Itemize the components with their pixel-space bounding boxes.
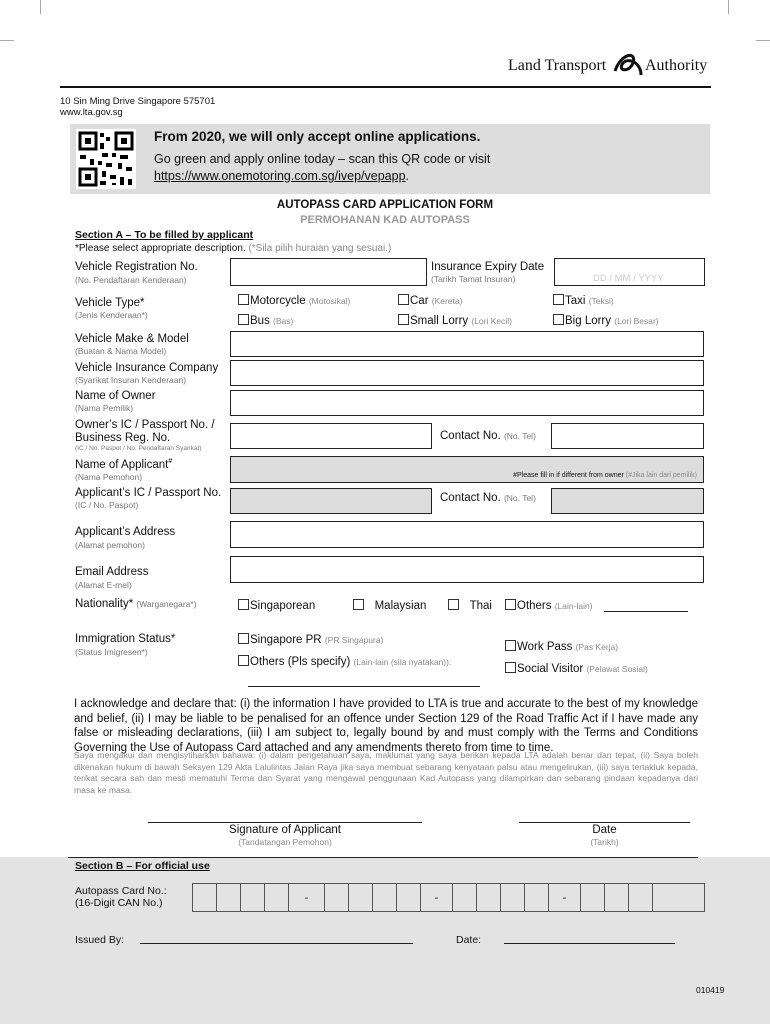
vehicle-type-sublabel: (Jenis Kenderaan*)	[75, 310, 148, 320]
vehicle-type-small-lorry[interactable]: Small Lorry (Lori Kecil)	[398, 314, 512, 327]
card-digit-12[interactable]	[525, 884, 549, 912]
owner-name-label: Name of Owner	[75, 390, 156, 402]
applicant-ic-sublabel: (IC / No. Paspot)	[75, 500, 139, 510]
applicant-ic-input[interactable]	[230, 488, 432, 514]
card-digit-4[interactable]	[265, 884, 289, 912]
applicant-address-input[interactable]	[230, 521, 704, 548]
card-digit-14[interactable]	[605, 884, 629, 912]
lta-emblem-icon	[611, 49, 645, 79]
immigration-work-pass[interactable]: Work Pass (Pas Kerja)	[505, 640, 618, 653]
taxi-checkbox[interactable]	[553, 294, 564, 305]
card-no-boxes[interactable]	[192, 883, 705, 912]
immigration-others-line[interactable]	[248, 686, 480, 687]
applicant-address-label: Applicant’s Address	[75, 526, 176, 538]
card-digit-7[interactable]	[373, 884, 397, 912]
contact-no-label-2: Contact No. (No. Tel)	[440, 492, 536, 504]
immigration-sublabel: (Status Imigresen*)	[75, 647, 148, 657]
logo-text-right: Authority	[645, 57, 708, 74]
form-code: 010419	[696, 985, 725, 995]
others-immigration-checkbox[interactable]	[238, 655, 249, 666]
immigration-label: Immigration Status*	[75, 633, 176, 645]
insurance-expiry-placeholder: DD / MM / YYYY	[593, 273, 664, 284]
work-pass-checkbox[interactable]	[505, 640, 516, 651]
vehicle-type-big-lorry[interactable]: Big Lorry (Lori Besar)	[553, 314, 659, 327]
contact-no-input-1[interactable]	[551, 423, 704, 449]
banner-line1: Go green and apply online today – scan this QR code or visit	[154, 152, 491, 166]
card-digit-11[interactable]	[501, 884, 525, 912]
insurance-expiry-sublabel: (Tarikh Tamat Insuran)	[431, 274, 516, 284]
immigration-others[interactable]: Others (Pls specify) (Lain-lain (sila nyatakan)):	[238, 655, 451, 668]
website: www.lta.gov.sg	[60, 107, 123, 118]
form-title-malay: PERMOHANAN KAD AUTOPASS	[300, 214, 470, 226]
email-input[interactable]	[230, 556, 704, 583]
applicant-ic-label: Applicant’s IC / Passport No.	[75, 487, 222, 499]
others-nationality-checkbox[interactable]	[505, 599, 516, 610]
owner-name-sublabel: (Nama Pemilik)	[75, 403, 134, 413]
card-digit-8[interactable]	[397, 884, 421, 912]
nationality-thai[interactable]: Thai	[448, 599, 492, 612]
contact-no-label-1: Contact No. (No. Tel)	[440, 430, 536, 442]
card-dash-2: -	[421, 884, 453, 912]
owner-ic-label: Owner’s IC / Passport No. /	[75, 419, 215, 431]
section-a-title: Section A – To be filled by applicant	[75, 229, 254, 241]
issued-date-label: Date:	[456, 934, 482, 946]
singaporean-checkbox[interactable]	[238, 599, 249, 610]
small-lorry-checkbox[interactable]	[398, 314, 409, 325]
insurance-company-input[interactable]	[230, 360, 704, 386]
section-a-instruction: *Please select appropriate description. (*Sila pilih huraian yang sesuai.)	[75, 243, 392, 254]
card-no-label: Autopass Card No.:	[75, 885, 167, 897]
card-digit-6[interactable]	[349, 884, 373, 912]
email-label: Email Address	[75, 566, 149, 578]
card-digit-1[interactable]	[193, 884, 217, 912]
declaration-ms: Saya mengakui dan mengisytiharkan bahawa: (i) dalam pengetahuan saya, maklumat yang saya berikan kepada LTA adalah benar dan tepat, (ii) Saya boleh dikenakan hukum di bawah Seksyen 129 Akta Lalulintas Jalan Raya jika saya membuat sebarang kenyataan palsu atau mengelirukan, (iii) saya tertakluk kepada, terikat secara sah dan mesti mematuhi Terma dan Syarat yang mengawal penggunaan Kad Autopass yang dilampirkan dan sebarang pindaan kepadanya dari masa ke masa.	[74, 750, 698, 795]
pr-checkbox[interactable]	[238, 633, 249, 644]
owner-ic-input[interactable]	[230, 423, 432, 449]
banner-link-suffix: .	[405, 169, 410, 183]
immigration-social-visitor[interactable]: Social Visitor (Pelawat Sosial)	[505, 662, 648, 675]
vehicle-reg-label: Vehicle Registration No.	[75, 261, 198, 273]
make-model-sublabel: (Buatan & Nama Model)	[75, 346, 167, 356]
signature-line[interactable]	[148, 822, 422, 823]
vehicle-type-car[interactable]: Car (Kereta)	[398, 294, 462, 307]
email-sublabel: (Alamat E-mel)	[75, 580, 132, 590]
vehicle-type-taxi[interactable]: Taxi (Teksi)	[553, 294, 614, 307]
contact-no-input-2[interactable]	[551, 488, 704, 514]
malaysian-checkbox[interactable]	[353, 599, 364, 610]
card-digit-5[interactable]	[325, 884, 349, 912]
owner-ic-sublabel: (IC / No. Paspot / No. Pendaftaran Syarikat)	[75, 445, 202, 452]
card-digit-2[interactable]	[217, 884, 241, 912]
banner-title: From 2020, we will only accept online applications.	[154, 129, 481, 144]
applicant-name-sublabel: (Nama Pemohon)	[75, 472, 143, 482]
issued-by-line[interactable]	[140, 943, 413, 944]
owner-name-input[interactable]	[230, 390, 704, 416]
address-line1: 10 Sin Ming Drive Singapore 575701	[60, 96, 216, 107]
applicant-address-sublabel: (Alamat pemohon)	[75, 540, 145, 550]
applicant-name-note: #Please fill in if different from owner (#Jika lain dari pemilik)	[513, 472, 697, 479]
insurance-company-sublabel: (Syarikat Insuran Kenderaan)	[75, 375, 187, 385]
social-visitor-checkbox[interactable]	[505, 662, 516, 673]
online-banner	[70, 124, 710, 194]
owner-ic-label-2: Business Reg. No.	[75, 432, 171, 444]
lta-logo	[508, 53, 713, 83]
section-b	[0, 857, 770, 1024]
car-checkbox[interactable]	[398, 294, 409, 305]
applicant-name-input[interactable]	[230, 456, 704, 483]
vehicle-type-label: Vehicle Type*	[75, 297, 145, 309]
insurance-company-label: Vehicle Insurance Company	[75, 362, 219, 374]
date-line[interactable]	[519, 822, 690, 823]
card-dash-1: -	[289, 884, 325, 912]
nationality-others-line[interactable]	[604, 611, 688, 612]
make-model-label: Vehicle Make & Model	[75, 333, 189, 345]
issued-by-label: Issued By:	[75, 934, 125, 946]
vehicle-type-motorcycle[interactable]: Motorcycle (Motosikal)	[238, 294, 350, 307]
card-dash-3: -	[549, 884, 581, 912]
nationality-malaysian[interactable]: Malaysian	[353, 599, 426, 612]
qr-code	[76, 129, 136, 189]
date-sublabel: (Tarikh)	[590, 837, 619, 847]
qr-code-icon	[76, 129, 136, 189]
insurance-expiry-input[interactable]	[554, 258, 705, 286]
thai-checkbox[interactable]	[448, 599, 459, 610]
card-digit-13[interactable]	[581, 884, 605, 912]
make-model-input[interactable]	[230, 331, 704, 357]
immigration-pr[interactable]: Singapore PR (PR Singapura)	[238, 633, 383, 646]
signature-sublabel: (Tandatangan Pemohon)	[238, 837, 332, 847]
nationality-label: Nationality* (Warganegara*)	[75, 598, 197, 610]
card-no-sublabel: (16-Digit CAN No.)	[75, 897, 163, 909]
form-title: AUTOPASS CARD APPLICATION FORM	[276, 199, 494, 211]
vehicle-reg-sublabel: (No. Pendaftaran Kenderaan)	[75, 275, 187, 285]
banner-link[interactable]: https://www.onemotoring.com.sg/ivep/vepapp	[154, 169, 406, 183]
big-lorry-checkbox[interactable]	[553, 314, 564, 325]
logo-text-left: Land Transport	[508, 57, 607, 74]
nationality-singaporean[interactable]: Singaporean	[238, 599, 315, 612]
section-b-title: Section B – For official use	[75, 860, 210, 872]
insurance-expiry-label: Insurance Expiry Date	[431, 261, 545, 273]
declaration-en: I acknowledge and declare that: (i) the information I have provided to LTA is true and accurate to the best of my knowledge and belief, (ii) I may be liable to be penalised for an offence under Section 129 of the Road Traffic Act if I have made any false or misleading declarations, (iii) I am subject to, legally bound by and must comply with the Terms and Conditions Governing the Use of Autopass Card attached and any amendments thereto from time to time.	[74, 698, 698, 754]
card-digit-3[interactable]	[241, 884, 265, 912]
card-digit-16[interactable]	[653, 884, 677, 912]
motorcycle-checkbox[interactable]	[238, 294, 249, 305]
card-digit-10[interactable]	[477, 884, 501, 912]
vehicle-type-bus[interactable]: Bus (Bas)	[238, 314, 293, 327]
date-label: Date	[592, 824, 617, 836]
issued-date-line[interactable]	[504, 943, 675, 944]
card-digit-9[interactable]	[453, 884, 477, 912]
nationality-others[interactable]: Others (Lain-lain)	[505, 599, 593, 612]
card-digit-15[interactable]	[629, 884, 653, 912]
bus-checkbox[interactable]	[238, 314, 249, 325]
vehicle-reg-input[interactable]	[230, 258, 427, 286]
applicant-name-label: Name of Applicant#	[75, 458, 173, 471]
signature-label: Signature of Applicant	[229, 824, 341, 836]
